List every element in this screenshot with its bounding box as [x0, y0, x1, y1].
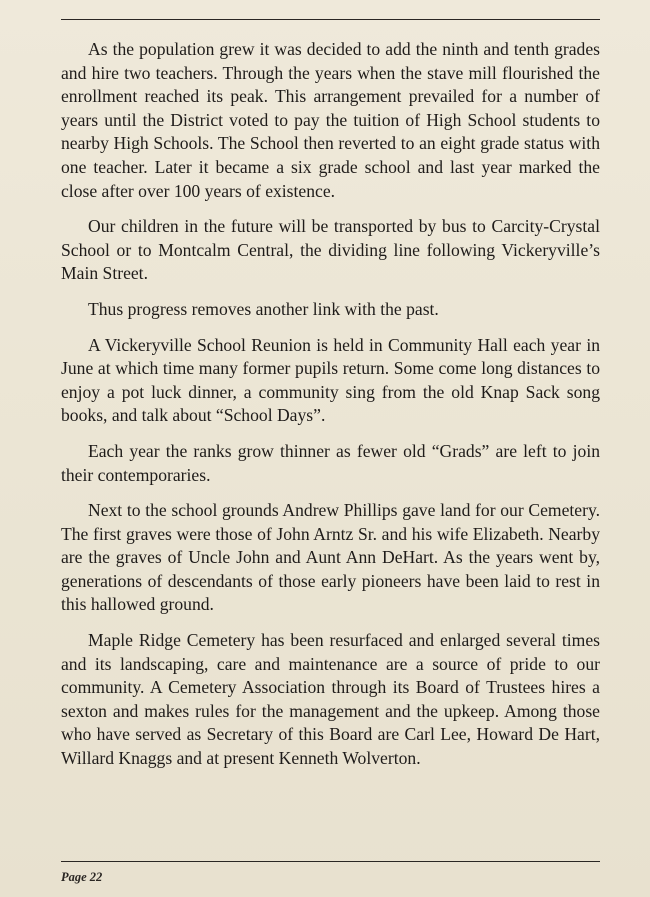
paragraph-ranks: Each year the ranks grow thinner as fewer old “Grads” are left to join their contemporaries. [61, 440, 600, 485]
paragraph-reunion: A Vickeryville School Reunion is held in Community Hall each year in June at which time many former pupils return. Some come long distances to enjoy a pot luck dinner, a community sing from the old Knap Sack song books, and talk about “School Days”. [61, 334, 600, 426]
page-body [61, 38, 600, 783]
paragraph-maple-ridge: Maple Ridge Cemetery has been resurfaced and enlarged several times and its landscaping, care and maintenance are a source of pride to our community. A Cemetery Association through its Board of Trustees hires a sexton and makes rules for the management and the upkeep. Among those who have served as Secretary of this Board are Carl Lee, Howard De Hart, Willard Knaggs and at present Kenneth Wolverton. [61, 630, 600, 769]
paragraph-progress: Thus progress removes another link with the past. [88, 298, 439, 319]
page-number: Page 22 [61, 870, 103, 884]
paragraph-cemetery: Next to the school grounds Andrew Phillips gave land for our Cemetery. The first graves were those of John Arntz Sr. and his wife Elizabeth. Nearby are the graves of Uncle John and Aunt Ann DeHart. As the years went by, generations of descendants of those early pioneers have been laid to rest in this hallowed ground. [61, 500, 600, 615]
paragraph-population: As the population grew it was decided to add the ninth and tenth grades and hire two teachers. Through the years when the stave mill flourished the enrollment reached its peak. This arrangement prevailed for a number of years until the District voted to pay the tuition of High School students to nearby High Schools. The School then reverted to an eight grade status with one teacher. Later it became a six grade school and last year marked the close after over 100 years of existence. [61, 39, 600, 201]
top-rule [61, 19, 600, 20]
bottom-rule [61, 861, 600, 862]
paragraph-bus-transport: Our children in the future will be transported by bus to Carcity-Crystal School or to Montcalm Central, the dividing line following Vickeryville’s Main Street. [61, 216, 600, 284]
